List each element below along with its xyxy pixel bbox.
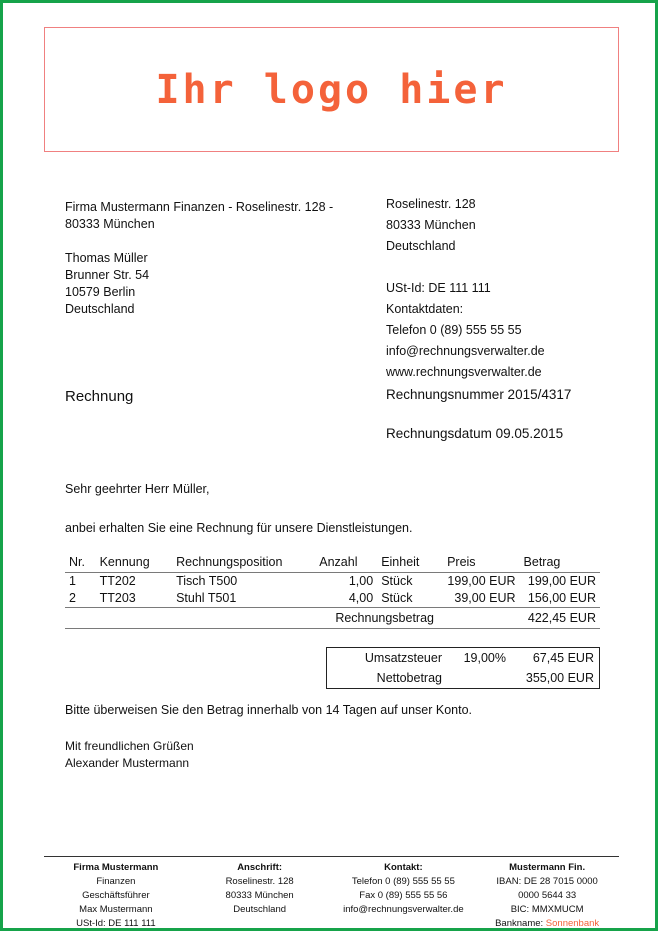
col-header-einheit: Einheit [377,553,443,573]
invoice-date: Rechnungsdatum 09.05.2015 [386,426,564,441]
footer-contact-fax: Fax 0 (89) 555 55 56 [359,890,448,901]
footer-column-contact [332,861,476,931]
company-country: Deutschland [386,239,456,253]
salutation: Sehr geehrter Herr Müller, [65,482,210,496]
recipient-address [65,250,355,318]
footer-bank-bic: BIC: MMXMUCM [510,904,584,915]
cell-position: Stuhl T501 [172,590,315,608]
table-row [65,573,600,591]
total-row-invoice-amount [65,608,600,629]
cell-kennung: TT202 [99,574,136,588]
footer-column-bank [475,861,619,931]
col-header-nr: Nr. [65,553,96,573]
items-table-wrapper [65,553,600,629]
footer [44,861,619,931]
footer-address-city: 80333 München [225,890,294,901]
footer-address-street: Roselinestr. 128 [225,876,294,887]
items-table-header-row [65,553,600,573]
closing-line: Mit freundlichen Grüßen [65,739,194,753]
footer-bank-name-label: Bankname: [495,918,544,929]
footer-address-header: Anschrift: [237,862,283,873]
col-header-preis: Preis [443,553,519,573]
value-nettobetrag: 355,00 EUR [525,671,594,685]
cell-anzahl: 4,00 [315,590,377,608]
company-website: www.rechnungsverwalter.de [386,365,542,379]
footer-company-name-2: Finanzen [96,876,136,887]
footer-bank-name-value: Sonnenbank [545,918,600,929]
footer-role-label: Geschäftsführer [82,890,150,901]
address-block [65,199,355,318]
footer-manager-name: Max Mustermann [79,904,153,915]
recipient-street: Brunner Str. 54 [65,268,150,282]
value-umsatzsteuer: 67,45 EUR [532,651,594,665]
label-nettobetrag: Nettobetrag [376,671,442,685]
label-umsatzsteuer: Umsatzsteuer [364,651,442,665]
cell-betrag: 156,00 EUR [520,590,600,608]
table-row [65,590,600,608]
company-city: 80333 München [386,218,476,232]
total-row-net [327,668,599,688]
footer-bank-name-row [479,917,615,931]
total-row-vat [327,648,599,668]
footer-contact-phone: Telefon 0 (89) 555 55 55 [351,876,455,887]
col-header-betrag: Betrag [520,553,600,573]
company-contact [386,278,626,383]
company-vat-id: USt-Id: DE 111 111 [386,281,491,295]
footer-bank-iban-1: IBAN: DE 28 7015 0000 [496,876,598,887]
company-address [386,194,626,257]
document-title: Rechnung [65,388,134,405]
company-phone: Telefon 0 (89) 555 55 55 [386,323,522,337]
footer-bank-iban-2: 0000 5644 33 [518,890,577,901]
footer-bank-account-name: Mustermann Fin. [509,862,586,873]
logo-text: Ihr logo hier [155,66,508,113]
recipient-city: 10579 Berlin [65,285,136,299]
value-vat-rate: 19,00% [463,651,506,665]
recipient-name: Thomas Müller [65,251,148,265]
spacer-cell [438,608,502,629]
sender-return-line: Firma Mustermann Finanzen - Roselinestr. 128 - 80333 München [65,200,334,231]
cell-betrag: 199,00 EUR [527,574,596,588]
invoice-total-table [65,608,600,629]
footer-column-address [188,861,332,931]
logo-placeholder [44,27,619,152]
cell-preis: 199,00 EUR [447,574,516,588]
col-header-position: Rechnungsposition [172,553,315,573]
cell-kennung: TT203 [96,590,173,608]
footer-divider [44,856,619,857]
invoice-number: Rechnungsnummer 2015/4317 [386,387,572,402]
footer-vat-id: USt-Id: DE 111 111 [76,918,156,929]
footer-address-country: Deutschland [233,904,287,915]
intro-text: anbei erhalten Sie eine Rechnung für unsere Dienstleistungen. [65,521,413,535]
footer-contact-email: info@rechnungsverwalter.de [343,904,464,915]
signer-name: Alexander Mustermann [65,756,190,770]
tax-summary-box [326,647,600,689]
cell-einheit: Stück [381,574,413,588]
company-street: Roselinestr. 128 [386,197,476,211]
company-contact-label: Kontaktdaten: [386,302,464,316]
value-rechnungsbetrag: 422,45 EUR [502,608,600,629]
cell-einheit: Stück [377,590,443,608]
footer-column-company [44,861,188,931]
footer-contact-header: Kontakt: [384,862,423,873]
cell-preis: 39,00 EUR [443,590,519,608]
cell-position: Tisch T500 [176,574,238,588]
company-email: info@rechnungsverwalter.de [386,344,545,358]
recipient-country: Deutschland [65,302,135,316]
closing-block [65,738,194,772]
footer-company-name: Firma Mustermann [73,862,159,873]
company-details [386,194,626,383]
tax-summary-table [327,648,599,688]
cell-nr: 2 [65,590,96,608]
cell-anzahl: 1,00 [348,574,374,588]
label-rechnungsbetrag: Rechnungsbetrag [65,608,438,629]
payment-note: Bitte überweisen Sie den Betrag innerhalb von 14 Tagen auf unser Konto. [65,703,472,717]
col-header-kennung: Kennung [96,553,173,573]
cell-nr: 1 [69,574,76,588]
col-header-anzahl: Anzahl [315,553,377,573]
items-table [65,553,600,608]
invoice-inner [3,3,655,928]
spacer-cell [447,668,511,688]
